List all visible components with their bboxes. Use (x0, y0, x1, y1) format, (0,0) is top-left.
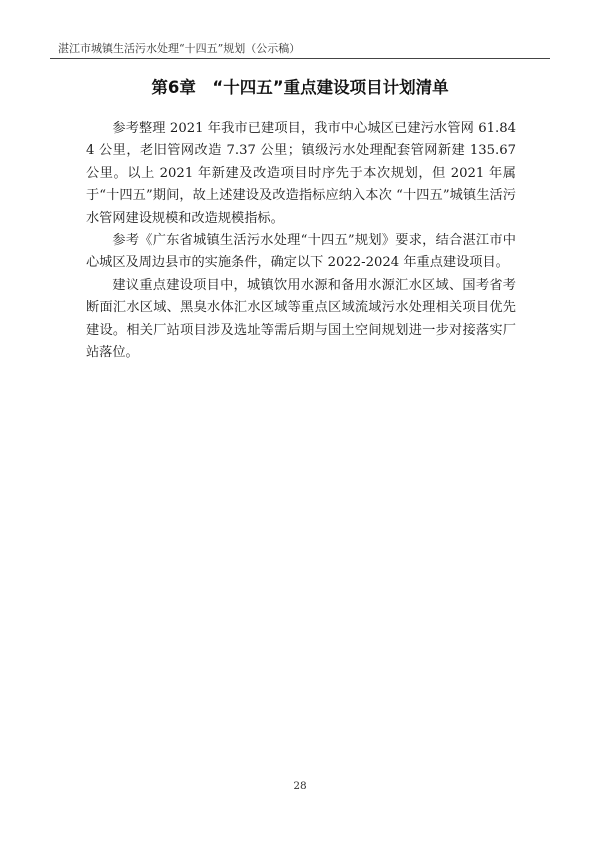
paragraph-2: 参考《广东省城镇生活污水处理“十四五”规划》要求，结合湛江市中心城区及周边县市的实施条件，确定以下 2022-2024 年重点建设项目。 (86, 233, 516, 271)
running-header: 湛江市城镇生活污水处理“十四五”规划（公示稿） (58, 42, 301, 55)
paragraph-1: 参考整理 2021 年我市已建项目，我市中心城区已建污水管网 61.844 公里，老旧管网改造 7.37 公里；镇级污水处理配套管网新建 135.67 公里。以上 2021 年新建及改造项目时序先于本次规划，但 2021 年属于“十四五”期间，故上述建设及改造指标应纳入本次 “十四五”城镇生活污水管网建设规模和改造规模指标。 (86, 121, 516, 226)
header-divider (50, 58, 550, 59)
chapter-title: 第6章 “十四五”重点建设项目计划清单 (151, 78, 449, 97)
body-text (86, 118, 516, 364)
paragraph-3: 建议重点建设项目中，城镇饮用水源和备用水源汇水区域、国考省考断面汇水区域、黑臭水体汇水区域等重点区域流域污水处理相关项目优先建设。相关厂站项目涉及选址等需后期与国土空间规划进一步对接落实厂站落位。 (86, 277, 516, 361)
page-number: 28 (293, 780, 307, 792)
